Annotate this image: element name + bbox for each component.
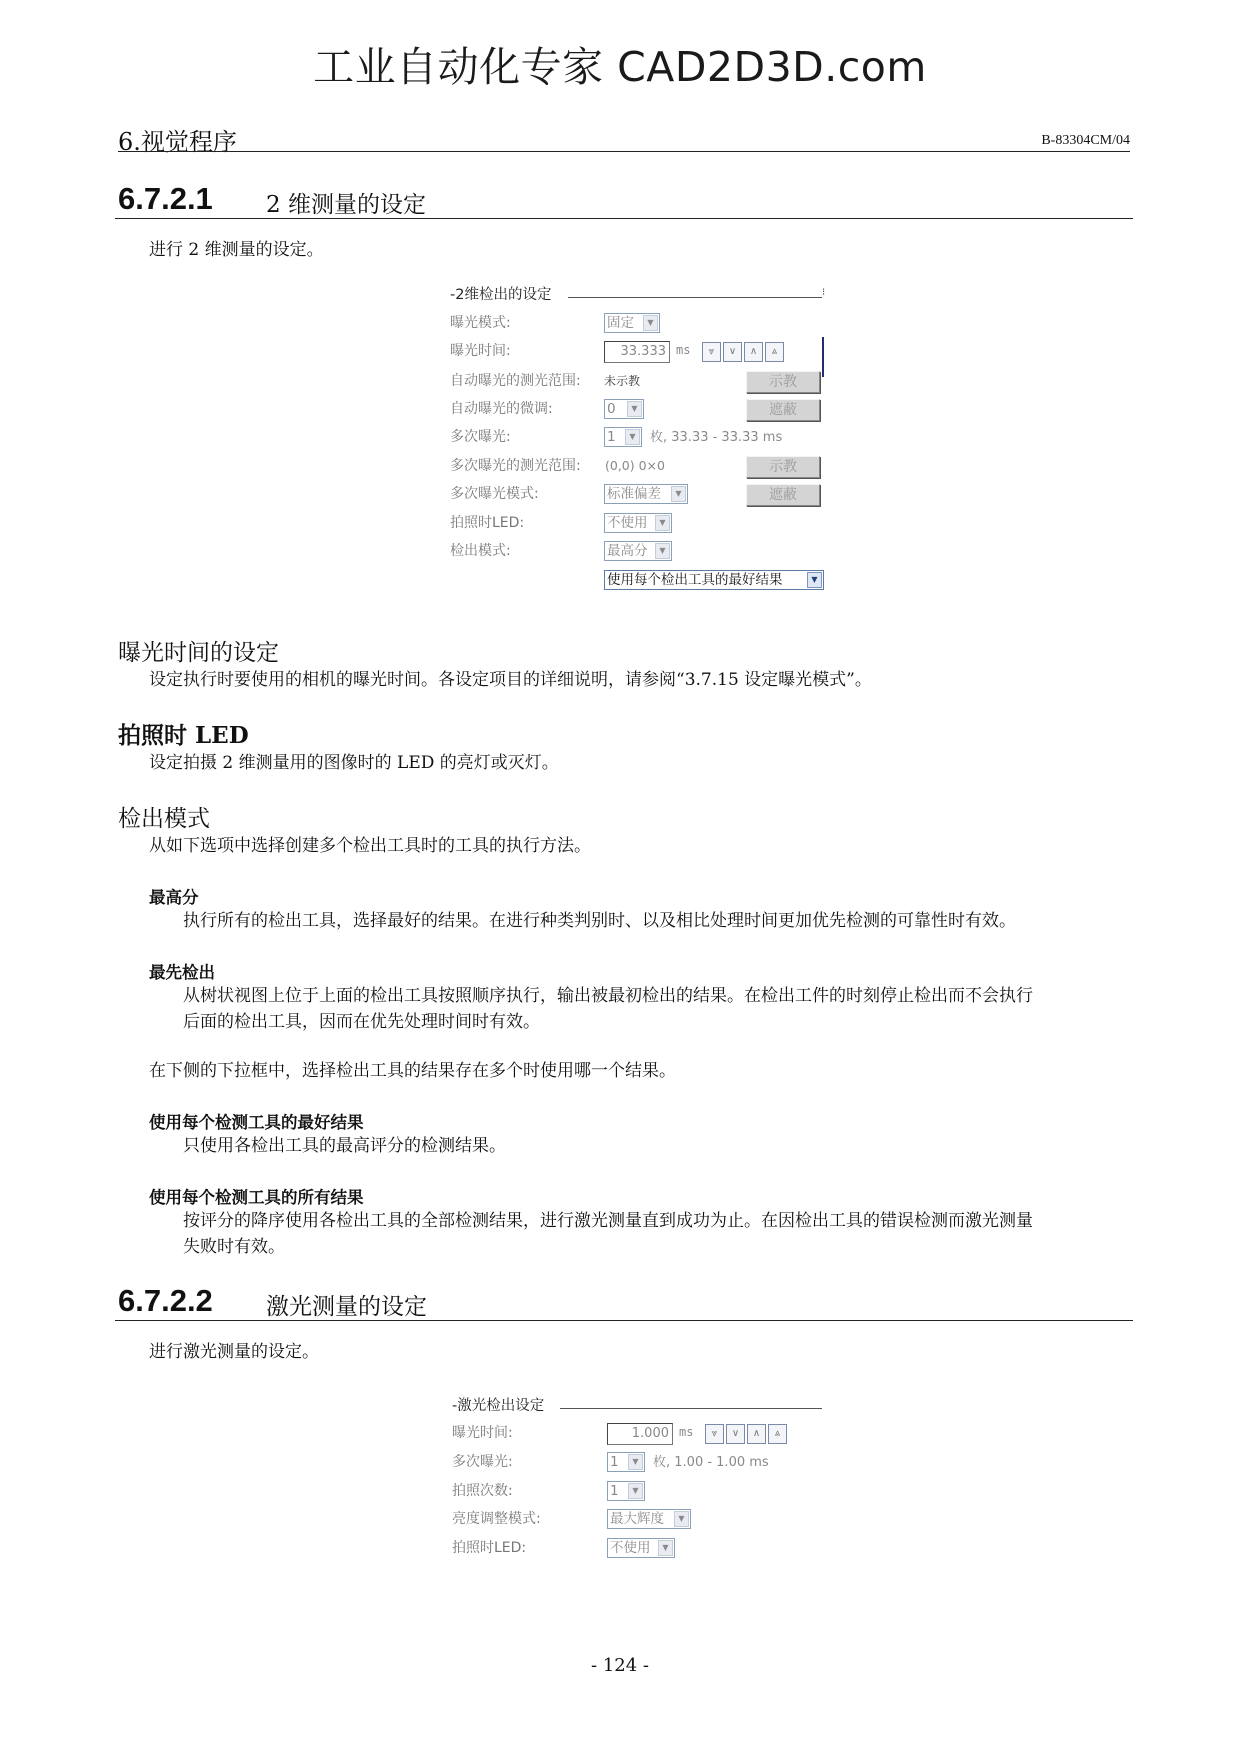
exposure-time-unit: ms bbox=[676, 343, 691, 357]
auto-range-teach-button[interactable]: 示教 bbox=[746, 371, 820, 393]
scrollbar-edge bbox=[822, 337, 824, 377]
chevron-down-icon: ▼ bbox=[674, 1511, 689, 1527]
section-intro: 进行激光测量的设定。 bbox=[149, 1342, 319, 1362]
chevron-down-icon[interactable]: ∨ bbox=[726, 1424, 745, 1444]
scroll-marker: ⁝ bbox=[822, 287, 826, 298]
result-select-value: 使用每个检出工具的最好结果 bbox=[607, 572, 783, 588]
brightness-mode-label: 亮度调整模式: bbox=[452, 1511, 541, 1527]
auto-adjust-label: 自动曝光的微调: bbox=[450, 401, 553, 417]
chevron-down-icon: ▼ bbox=[807, 572, 822, 588]
chevron-down-icon: ▼ bbox=[628, 1454, 643, 1470]
2d-detection-settings-panel bbox=[450, 283, 830, 603]
laser-multi-exposure-select[interactable] bbox=[607, 1452, 645, 1472]
chevron-down-icon: ▼ bbox=[671, 486, 686, 502]
chevron-down-icon: ▼ bbox=[658, 1540, 673, 1556]
page-number: - 124 - bbox=[591, 1655, 649, 1676]
auto-range-value: 未示教 bbox=[604, 374, 641, 388]
chevron-down-icon[interactable]: ∨ bbox=[723, 342, 742, 362]
option-body-first-found-line2: 后面的检出工具，因而在优先处理时间时有效。 bbox=[183, 1012, 540, 1032]
exposure-heading: 曝光时间的设定 bbox=[118, 640, 279, 666]
brightness-mode-value: 最大辉度 bbox=[610, 1511, 664, 1527]
multi-range-teach-button[interactable]: 示教 bbox=[746, 456, 820, 478]
option-body-best-result: 只使用各检出工具的最高评分的检测结果。 bbox=[183, 1136, 506, 1156]
section-rule bbox=[115, 1320, 1133, 1321]
panel-title: -激光检出设定 bbox=[452, 1398, 545, 1414]
multi-range-label: 多次曝光的测光范围: bbox=[450, 458, 581, 474]
led-label: 拍照时LED: bbox=[450, 515, 525, 531]
led-heading: 拍照时 LED bbox=[118, 722, 249, 749]
section-rule bbox=[115, 218, 1133, 219]
watermark-text: 工业自动化专家 CAD2D3D.com bbox=[313, 43, 927, 91]
shots-value: 1 bbox=[610, 1483, 619, 1499]
chevron-down-icon: ▼ bbox=[627, 401, 642, 417]
laser-exposure-time-label: 曝光时间: bbox=[452, 1425, 513, 1441]
chevron-down-icon: ▼ bbox=[655, 543, 670, 559]
section-number: 6.7.2.1 bbox=[118, 181, 213, 216]
multi-mode-value: 标准偏差 bbox=[607, 486, 661, 502]
shots-label: 拍照次数: bbox=[452, 1483, 513, 1499]
laser-detection-settings-panel bbox=[452, 1394, 832, 1569]
laser-multi-exposure-value: 1 bbox=[610, 1454, 619, 1470]
option-body-highest-score: 执行所有的检出工具，选择最好的结果。在进行种类判别时、以及相比处理时间更加优先检测的可靠性时有效。 bbox=[183, 911, 1016, 931]
chevron-down-icon: ▼ bbox=[628, 1483, 643, 1499]
multi-mode-select[interactable] bbox=[604, 484, 688, 504]
exposure-mode-select[interactable] bbox=[604, 313, 660, 333]
auto-adjust-value: 0 bbox=[607, 401, 616, 417]
laser-exposure-time-unit: ms bbox=[679, 1425, 694, 1439]
multi-range-value: (0,0) 0×0 bbox=[605, 458, 665, 473]
exposure-body: 设定执行时要使用的相机的曝光时间。各设定项目的详细说明，请参阅“3.7.15 设定曝光模式”。 bbox=[149, 670, 872, 690]
exposure-time-label: 曝光时间: bbox=[450, 343, 511, 359]
led-body: 设定拍摄 2 维测量用的图像时的 LED 的亮灯或灭灯。 bbox=[149, 753, 559, 773]
detect-mode-value: 最高分 bbox=[607, 543, 648, 559]
section-number: 6.7.2.2 bbox=[118, 1283, 213, 1318]
section-title: 激光测量的设定 bbox=[266, 1294, 427, 1320]
brightness-mode-select[interactable] bbox=[607, 1509, 691, 1529]
group-rule bbox=[560, 1408, 822, 1409]
chevron-down-icon: ▼ bbox=[625, 429, 640, 445]
led-value: 不使用 bbox=[607, 515, 648, 531]
option-body-all-results-line1: 按评分的降序使用各检出工具的全部检测结果，进行激光测量直到成功为止。在因检出工具的错误检测而激光测量 bbox=[183, 1211, 1033, 1231]
double-chevron-up-icon[interactable]: ⩓ bbox=[765, 342, 784, 362]
laser-led-select[interactable] bbox=[607, 1538, 675, 1558]
shots-select[interactable] bbox=[607, 1481, 645, 1501]
dropdown-note: 在下侧的下拉框中，选择检出工具的结果存在多个时使用哪一个结果。 bbox=[149, 1061, 676, 1081]
auto-adjust-mask-button[interactable]: 遮蔽 bbox=[746, 399, 820, 421]
option-body-all-results-line2: 失败时有效。 bbox=[183, 1237, 285, 1257]
double-chevron-down-icon[interactable]: ⩔ bbox=[705, 1424, 724, 1444]
option-body-first-found-line1: 从树状视图上位于上面的检出工具按照顺序执行，输出被最初检出的结果。在检出工件的时刻停止检出而不会执行 bbox=[183, 986, 1033, 1006]
header-rule bbox=[118, 151, 1130, 152]
exposure-time-input[interactable]: 33.333 bbox=[604, 341, 670, 363]
chevron-down-icon: ▼ bbox=[643, 315, 658, 331]
multi-exposure-range-text: 枚, 33.33 - 33.33 ms bbox=[650, 430, 783, 445]
document-id: B-83304CM/04 bbox=[1041, 133, 1130, 148]
option-title-best-result: 使用每个检测工具的最好结果 bbox=[149, 1113, 364, 1132]
option-title-highest-score: 最高分 bbox=[149, 888, 199, 907]
multi-mode-label: 多次曝光模式: bbox=[450, 486, 539, 502]
group-rule bbox=[568, 297, 822, 298]
chevron-down-icon: ▼ bbox=[655, 515, 670, 531]
chevron-up-icon[interactable]: ∧ bbox=[744, 342, 763, 362]
laser-multi-exposure-range-text: 枚, 1.00 - 1.00 ms bbox=[653, 1455, 769, 1470]
auto-adjust-select[interactable] bbox=[604, 399, 644, 419]
option-title-first-found: 最先检出 bbox=[149, 963, 215, 982]
multi-exposure-label: 多次曝光: bbox=[450, 429, 511, 445]
section-intro: 进行 2 维测量的设定。 bbox=[149, 240, 324, 260]
result-select[interactable] bbox=[604, 570, 824, 590]
laser-led-value: 不使用 bbox=[610, 1540, 651, 1556]
chevron-up-icon[interactable]: ∧ bbox=[747, 1424, 766, 1444]
exposure-mode-label: 曝光模式: bbox=[450, 315, 511, 331]
section-title: 2 维测量的设定 bbox=[266, 192, 426, 218]
detect-mode-label: 检出模式: bbox=[450, 543, 511, 559]
led-select[interactable] bbox=[604, 513, 672, 533]
detect-heading: 检出模式 bbox=[118, 806, 210, 832]
option-title-all-results: 使用每个检测工具的所有结果 bbox=[149, 1188, 364, 1207]
laser-led-label: 拍照时LED: bbox=[452, 1540, 527, 1556]
auto-range-label: 自动曝光的测光范围: bbox=[450, 373, 581, 389]
multi-mode-mask-button[interactable]: 遮蔽 bbox=[746, 484, 820, 506]
panel-title: -2维检出的设定 bbox=[450, 287, 552, 303]
detect-body: 从如下选项中选择创建多个检出工具时的工具的执行方法。 bbox=[149, 836, 591, 856]
laser-exposure-time-input[interactable]: 1.000 bbox=[607, 1423, 673, 1445]
chapter-header: 6.视觉程序 bbox=[118, 128, 237, 156]
detect-mode-select[interactable] bbox=[604, 541, 672, 561]
laser-multi-exposure-label: 多次曝光: bbox=[452, 1454, 513, 1470]
double-chevron-up-icon[interactable]: ⩓ bbox=[768, 1424, 787, 1444]
multi-exposure-select[interactable] bbox=[604, 427, 642, 447]
multi-exposure-value: 1 bbox=[607, 429, 616, 445]
exposure-mode-value: 固定 bbox=[607, 315, 634, 331]
double-chevron-down-icon[interactable]: ⩔ bbox=[702, 342, 721, 362]
